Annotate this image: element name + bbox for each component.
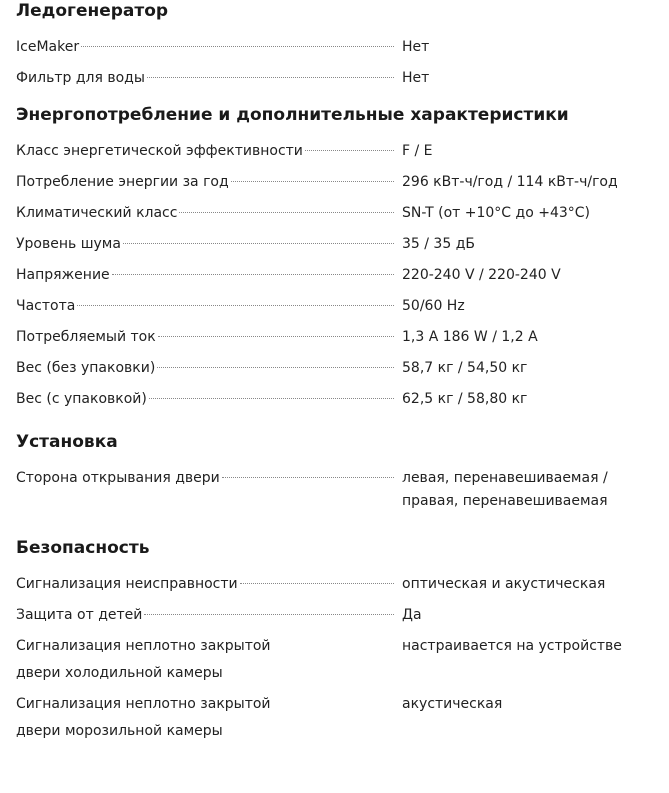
spec-row-weight-net xyxy=(16,355,664,386)
dotted-leader xyxy=(77,304,394,306)
dotted-leader xyxy=(144,613,394,615)
spec-value: акустическая xyxy=(402,696,503,712)
spec-row-voltage xyxy=(16,262,664,293)
spec-value: 296 кВт-ч/год / 114 кВт-ч/год xyxy=(402,174,618,190)
section-title-safety: Безопасность xyxy=(16,538,150,558)
spec-row-energy-class xyxy=(16,138,664,169)
spec-value: Нет xyxy=(402,70,430,86)
dotted-leader xyxy=(179,211,394,213)
dotted-leader xyxy=(147,76,394,78)
spec-row-noise-level xyxy=(16,231,664,262)
spec-row-current xyxy=(16,324,664,355)
spec-row-door-opening xyxy=(16,465,664,523)
spec-row-icemaker xyxy=(16,34,664,65)
spec-value: 1,3 A 186 W / 1,2 A xyxy=(402,329,538,345)
spec-label: Сигнализация неисправности xyxy=(16,576,238,592)
spec-row-fault-alarm xyxy=(16,571,664,602)
spec-row-frequency xyxy=(16,293,664,324)
section-title-energy: Энергопотребление и дополнительные характеристики xyxy=(16,105,569,125)
spec-label: Фильтр для воды xyxy=(16,70,145,86)
spec-row-annual-consumption xyxy=(16,169,664,200)
spec-value: SN-T (от +10°C до +43°C) xyxy=(402,205,591,221)
spec-label: Уровень шума xyxy=(16,236,121,252)
spec-row-water-filter xyxy=(16,65,664,96)
dotted-leader xyxy=(240,582,394,584)
spec-value: 58,7 кг / 54,50 кг xyxy=(402,360,528,376)
spec-value: Нет xyxy=(402,39,430,55)
spec-label: Частота xyxy=(16,298,76,314)
dotted-leader xyxy=(149,397,394,399)
spec-value: настраивается на устройстве xyxy=(402,638,622,654)
spec-value: левая, перенавешиваемая / правая, перенавешиваемая xyxy=(402,470,608,509)
spec-value: 220-240 V / 220-240 V xyxy=(402,267,561,283)
section-title-icemaker: Ледогенератор xyxy=(16,1,169,21)
spec-label: Потребление энергии за год xyxy=(16,174,229,190)
spec-row-climate-class xyxy=(16,200,664,231)
spec-value: Да xyxy=(402,607,422,623)
spec-row-child-lock xyxy=(16,602,664,633)
spec-value: 62,5 кг / 58,80 кг xyxy=(402,391,528,407)
spec-label: Сигнализация неплотно закрытой двери холодильной камеры xyxy=(16,638,271,681)
spec-value: 35 / 35 дБ xyxy=(402,236,475,252)
spec-sheet xyxy=(16,0,664,749)
spec-label: Потребляемый ток xyxy=(16,329,156,345)
spec-value: F / E xyxy=(402,143,433,159)
spec-label: Напряжение xyxy=(16,267,110,283)
spec-label: IceMaker xyxy=(16,39,80,55)
section-title-installation: Установка xyxy=(16,432,118,452)
spec-row-freezer-door-alarm xyxy=(16,691,664,749)
spec-value: оптическая и акустическая xyxy=(402,576,606,592)
spec-row-fridge-door-alarm xyxy=(16,633,664,691)
spec-value: 50/60 Hz xyxy=(402,298,465,314)
dotted-leader xyxy=(123,242,394,244)
spec-label: Вес (с упаковкой) xyxy=(16,391,147,407)
dotted-leader xyxy=(158,335,394,337)
spec-label: Сигнализация неплотно закрытой двери морозильной камеры xyxy=(16,696,271,739)
dotted-leader xyxy=(231,180,394,182)
spec-label: Сторона открывания двери xyxy=(16,470,220,486)
spec-label: Класс энергетической эффективности xyxy=(16,143,303,159)
spec-label: Вес (без упаковки) xyxy=(16,360,156,376)
dotted-leader xyxy=(81,45,394,47)
spec-row-weight-gross xyxy=(16,386,664,417)
dotted-leader xyxy=(112,273,394,275)
spec-label: Климатический класс xyxy=(16,205,178,221)
dotted-leader xyxy=(305,149,394,151)
dotted-leader xyxy=(222,476,394,478)
spec-label: Защита от детей xyxy=(16,607,143,623)
dotted-leader xyxy=(157,366,394,368)
